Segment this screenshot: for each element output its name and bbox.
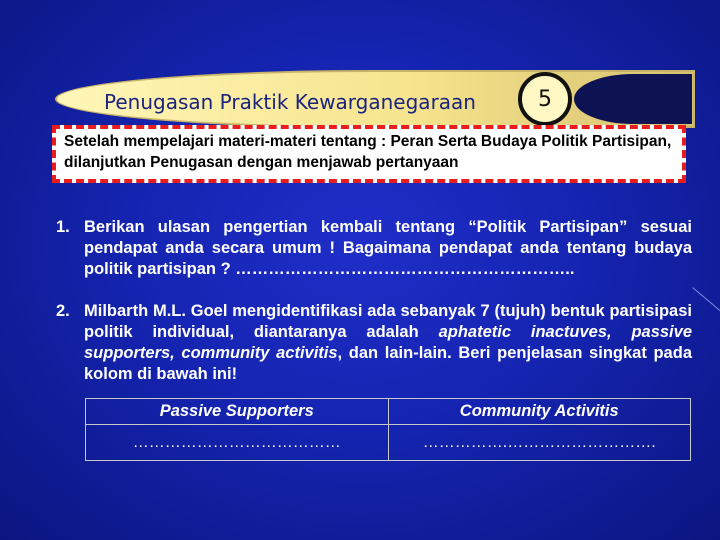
header-banner-end [574, 74, 692, 124]
question-italic-terms: aphatetic inactuves, passive supporters, community activitis [84, 323, 692, 362]
question-2 [56, 301, 692, 385]
page-title: Penugasan Praktik Kewarganegaraan [104, 90, 476, 114]
table-header-row [86, 399, 691, 425]
table-header-community-activitis: Community Activitis [388, 399, 691, 425]
intro-box [52, 125, 686, 183]
question-text-end: , dan lain-lain. Beri penjelasan singkat pada kolom di bawah ini! [84, 344, 692, 383]
question-text [84, 301, 692, 385]
question-text-start: Milbarth M.L. Goel mengidentifikasi ada sebanyak 7 (tujuh) bentuk partisipasi politik individual, diantaranya adalah [84, 302, 692, 341]
answer-cell-passive-supporters[interactable]: ………………………………… [86, 425, 389, 461]
question-text: Berikan ulasan pengertian kembali tentang “Politik Partisipan” sesuai pendapat anda secara umum ! Bagaimana pendapat anda tentang budaya politik partisipan ? …………………………………………………….. [84, 218, 692, 278]
answer-cell-community-activitis[interactable]: …………….………………………. [388, 425, 691, 461]
decorative-stripe [692, 287, 720, 313]
answer-table [85, 398, 691, 461]
question-number: 2. [56, 302, 70, 320]
intro-text: Setelah mempelajari materi-materi tentang : Peran Serta Budaya Politik Partisipan, dilanjutkan Penugasan dengan menjawab pertanyaan [64, 133, 672, 171]
question-1 [56, 217, 692, 280]
question-number: 1. [56, 218, 70, 236]
number-badge: 5 [518, 72, 572, 126]
table-header-passive-supporters: Passive Supporters [86, 399, 389, 425]
table-row [86, 425, 691, 461]
